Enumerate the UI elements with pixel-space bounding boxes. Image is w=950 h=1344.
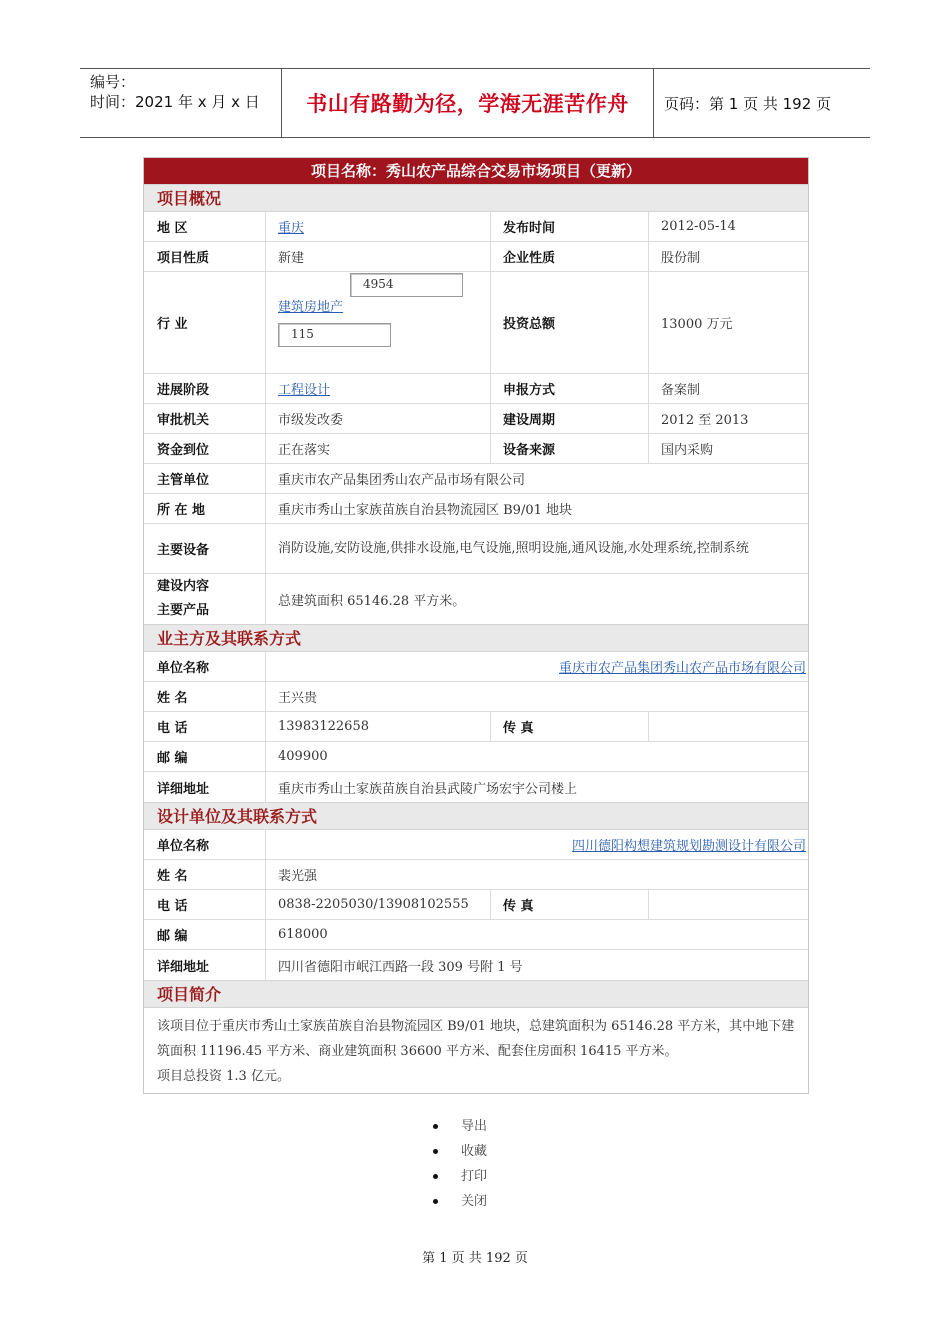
row-owner-phone bbox=[144, 712, 808, 742]
approval-label: 审批机关 bbox=[144, 404, 266, 433]
industry-link[interactable]: 建筑房地产 bbox=[278, 300, 344, 315]
nature-value: 新建 bbox=[266, 242, 491, 271]
period-label: 建设周期 bbox=[491, 404, 649, 433]
design-zip-label: 邮 编 bbox=[144, 920, 266, 949]
funds-label: 资金到位 bbox=[144, 434, 266, 463]
intro-body bbox=[144, 1008, 808, 1093]
investment-label: 投资总额 bbox=[491, 272, 649, 373]
region-link[interactable]: 重庆 bbox=[278, 221, 305, 236]
row-location bbox=[144, 494, 808, 524]
row-funds bbox=[144, 434, 808, 464]
row-owner-name bbox=[144, 682, 808, 712]
region-label: 地 区 bbox=[144, 212, 266, 241]
period-value: 2012 至 2013 bbox=[661, 413, 749, 428]
industry-cell bbox=[266, 272, 491, 373]
owner-unit-link[interactable]: 重庆市农产品集团秀山农产品市场有限公司 bbox=[558, 661, 806, 676]
intro-text-2: 项目总投资 1.3 亿元。 bbox=[157, 1069, 290, 1084]
content-label bbox=[144, 574, 266, 624]
code-label: 编号： bbox=[90, 73, 136, 91]
row-design-zip bbox=[144, 920, 808, 950]
section-intro: 项目简介 bbox=[144, 980, 808, 1008]
design-fax-label: 传 真 bbox=[491, 890, 649, 919]
owner-name-label: 姓 名 bbox=[144, 682, 266, 711]
row-stage bbox=[144, 374, 808, 404]
row-nature bbox=[144, 242, 808, 272]
enterprise-label: 企业性质 bbox=[491, 242, 649, 271]
enterprise-value: 股份制 bbox=[661, 251, 701, 266]
owner-address-label: 详细地址 bbox=[144, 772, 266, 802]
project-panel bbox=[143, 157, 809, 1094]
row-equipment bbox=[144, 524, 808, 574]
row-owner-address bbox=[144, 772, 808, 802]
stage-link[interactable]: 工程设计 bbox=[278, 383, 331, 398]
design-phone-value: 0838-2205030/13908102555 bbox=[266, 890, 491, 919]
export-action[interactable]: 导出 bbox=[433, 1114, 487, 1139]
funds-value: 正在落实 bbox=[266, 434, 491, 463]
print-action[interactable]: 打印 bbox=[433, 1164, 487, 1189]
publish-value: 2012-05-14 bbox=[661, 219, 736, 234]
declare-value: 备案制 bbox=[661, 383, 701, 398]
owner-fax-label: 传 真 bbox=[491, 712, 649, 741]
section-overview: 项目概况 bbox=[144, 184, 808, 212]
industry-sub-box: 115 bbox=[278, 323, 391, 347]
header-meta bbox=[80, 69, 281, 137]
content-label-line2: 主要产品 bbox=[157, 603, 210, 618]
equipment-value: 消防设施,安防设施,供排水设施,电气设施,照明设施,通风设施,水处理系统,控制系统 bbox=[278, 541, 749, 556]
header-page-label: 页码：第 1 页 共 192 页 bbox=[664, 94, 832, 113]
design-address-value: 四川省德阳市岷江西路一段 309 号附 1 号 bbox=[278, 959, 523, 975]
approval-value: 市级发改委 bbox=[266, 404, 491, 433]
design-name-value: 裴光强 bbox=[278, 869, 318, 884]
time-label: 时间：2021 年 x 月 x 日 bbox=[90, 93, 260, 111]
design-unit-label: 单位名称 bbox=[144, 830, 266, 859]
row-region bbox=[144, 212, 808, 242]
design-phone-label: 电 话 bbox=[144, 890, 266, 919]
content-label-line1: 建设内容 bbox=[157, 579, 210, 594]
nature-label: 项目性质 bbox=[144, 242, 266, 271]
location-label: 所 在 地 bbox=[144, 494, 266, 523]
design-name-label: 姓 名 bbox=[144, 860, 266, 889]
owner-address-value: 重庆市秀山土家族苗族自治县武陵广场宏宇公司楼上 bbox=[278, 781, 578, 797]
owner-fax-value bbox=[649, 712, 808, 741]
owner-zip-value: 409900 bbox=[278, 749, 328, 764]
content-value: 总建筑面积 65146.28 平方米。 bbox=[278, 593, 466, 609]
declare-label: 申报方式 bbox=[491, 374, 649, 403]
investment-value: 13000 万元 bbox=[661, 317, 733, 332]
intro-text-1: 该项目位于重庆市秀山土家族苗族自治县物流园区 B9/01 地块，总建筑面积为 65146.28 平方米，其中地下建筑面积 11196.45 平方米、商业建筑面积 36600 平方米、配套住房面积 16415 平方米。 bbox=[157, 1019, 795, 1059]
row-owner-zip bbox=[144, 742, 808, 772]
section-owner: 业主方及其联系方式 bbox=[144, 624, 808, 652]
section-design: 设计单位及其联系方式 bbox=[144, 802, 808, 830]
owner-unit-label: 单位名称 bbox=[144, 652, 266, 681]
stage-label: 进展阶段 bbox=[144, 374, 266, 403]
owner-zip-label: 邮 编 bbox=[144, 742, 266, 771]
document-header bbox=[80, 68, 870, 138]
project-title: 项目名称：秀山农产品综合交易市场项目（更新） bbox=[144, 158, 808, 184]
page-footer: 第 1 页 共 192 页 bbox=[422, 1251, 528, 1266]
publish-label: 发布时间 bbox=[491, 212, 649, 241]
design-zip-value: 618000 bbox=[278, 927, 328, 942]
row-design-phone bbox=[144, 890, 808, 920]
row-owner-unit bbox=[144, 652, 808, 682]
design-unit-link[interactable]: 四川德阳构想建筑规划勘测设计有限公司 bbox=[571, 839, 806, 854]
industry-code-box: 4954 bbox=[350, 273, 463, 297]
close-action[interactable]: 关闭 bbox=[433, 1189, 487, 1214]
row-industry bbox=[144, 272, 808, 374]
manager-label: 主管单位 bbox=[144, 464, 266, 493]
row-manager bbox=[144, 464, 808, 494]
industry-label: 行 业 bbox=[144, 272, 266, 373]
row-design-unit bbox=[144, 830, 808, 860]
equipment-label: 主要设备 bbox=[144, 524, 266, 573]
owner-name-value: 王兴贵 bbox=[278, 691, 318, 706]
row-design-name bbox=[144, 860, 808, 890]
equip-source-value: 国内采购 bbox=[661, 443, 714, 458]
row-approval bbox=[144, 404, 808, 434]
equip-source-label: 设备来源 bbox=[491, 434, 649, 463]
design-address-label: 详细地址 bbox=[144, 950, 266, 980]
design-fax-value bbox=[649, 890, 808, 919]
row-design-address bbox=[144, 950, 808, 980]
manager-value: 重庆市农产品集团秀山农产品市场有限公司 bbox=[278, 473, 526, 488]
owner-phone-value: 13983122658 bbox=[266, 712, 491, 741]
row-content bbox=[144, 574, 808, 624]
owner-phone-label: 电 话 bbox=[144, 712, 266, 741]
favorite-action[interactable]: 收藏 bbox=[433, 1139, 487, 1164]
header-slogan: 书山有路勤为径，学海无涯苦作舟 bbox=[281, 69, 654, 137]
action-menu bbox=[433, 1114, 487, 1214]
location-value: 重庆市秀山土家族苗族自治县物流园区 B9/01 地块 bbox=[278, 503, 573, 518]
